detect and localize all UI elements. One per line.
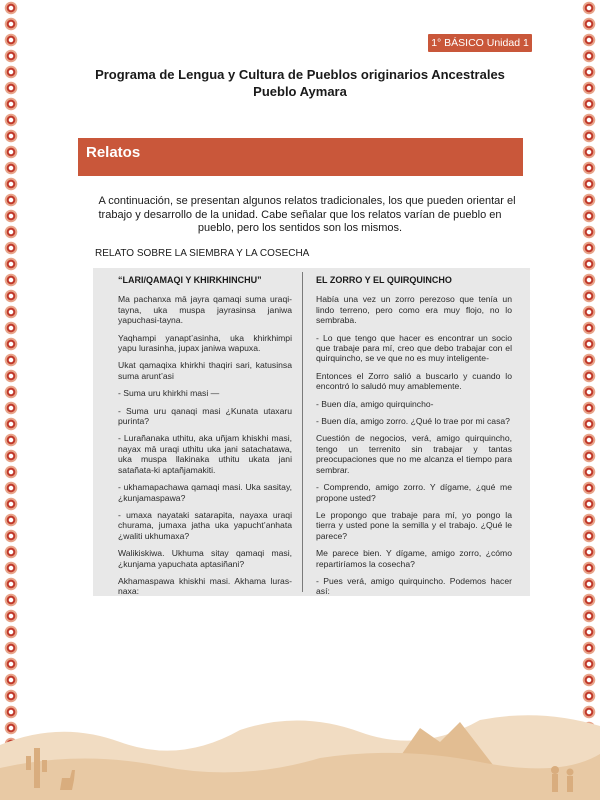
person-icon xyxy=(551,766,559,774)
paragraph: - Lurañanaka uthitu, aka uñjam khiskhi masi, nayax mā uraqi uthitu uka jani satachatawa, uka muspa llakinaka uthitu ukata jani satañata-ki aptañjamakiti. xyxy=(118,433,292,475)
cactus-arm-icon xyxy=(26,756,31,770)
paragraph: - Suma uru qanaqi masi ¿Kunata utaxaru purinta? xyxy=(118,405,292,427)
paragraph: Akhamaspawa khiskhi masi. Akhama luras-naxa: xyxy=(118,575,292,597)
cactus-arm-icon xyxy=(42,760,47,772)
paragraph: - Buen día, amigo zorro. ¿Qué lo trae por mi casa? xyxy=(316,416,510,427)
paragraph: Cuestión de negocios, verá, amigo quirquincho, tengo un terrenito sin trabajar y tantas preocupaciones que no me alcanza el tiempo para sembrar. xyxy=(316,433,512,475)
paragraph: - Lo que tengo que hacer es encontrar un socio que trabaje para mí, creo que debo trabajar con el quirquincho, se ve que no es muy inteligente- xyxy=(316,332,512,364)
paragraph: - umaxa nayataki satarapita, nayaxa uraqi churama, jumaxa jatha uka yapucht’anhata ¿waliti ukhumaxa? xyxy=(118,509,292,541)
paragraph: Yaqhampi yanapt’asinha, uka khirkhimpi yapu lurasinha, jupax janiwa wapuxa. xyxy=(118,332,292,354)
paragraph: Walikiskiwa. Ukhuma sitay qamaqi masi, ¿kunjama yapuchata aptasiñani? xyxy=(118,548,292,569)
paragraph: - Suma uru khirkhi masi — xyxy=(118,388,220,399)
paragraph: - Comprendo, amigo zorro. Y dígame, ¿qué me propone usted? xyxy=(316,482,512,503)
intro-text: A continuación, se presentan algunos relatos tradicionales, los que pueden orientar el trabajo y desarrollo de la unidad. Cabe señalar que los relatos varían de pueblo en pueblo, pero los sentidos son los mismos. xyxy=(98,195,516,234)
story-subheading: RELATO SOBRE LA SIEMBRA Y LA COSECHA xyxy=(95,248,310,259)
story-aymara-title: “LARI/QAMAQI Y KHIRKHINCHU” xyxy=(118,275,262,285)
person-body-icon xyxy=(567,776,573,792)
paragraph: Le propongo que trabaje para mí, yo pongo la tierra y usted pone la semilla y el trabajo. ¿Qué le parece? xyxy=(316,509,512,541)
title-line-2: Pueblo Aymara xyxy=(253,84,347,99)
paragraph: Ma pachanxa mā jayra qamaqi suma uraqi-tayna, uka muspa jayrasinsa janiwa yapuchasi-tayna. xyxy=(118,294,292,326)
unit-tag: 1° BÁSICO Unidad 1 xyxy=(428,34,532,52)
story-aymara xyxy=(118,275,292,604)
page-title xyxy=(60,66,540,100)
paragraph: - Buen día, amigo quirquincho- xyxy=(316,398,434,409)
section-title: Relatos xyxy=(78,138,523,176)
paragraph: Me parece bien. Y dígame, amigo zorro, ¿cómo repartiríamos la cosecha? xyxy=(316,548,512,569)
story-spanish xyxy=(316,275,512,604)
story-spanish-title: EL ZORRO Y EL QUIRQUINCHO xyxy=(316,275,452,285)
paragraph: Entonces el Zorro salió a buscarlo y cuando lo encontró lo saludó muy amablemente. xyxy=(316,370,512,392)
person-body-icon xyxy=(552,774,558,792)
paragraph: - Pues verá, amigo quirquincho. Podemos hacer así: xyxy=(316,575,512,597)
paragraph: Había una vez un zorro perezoso que tenía un lindo terreno, pero como era muy flojo, no lo sembraba. xyxy=(316,294,512,326)
column-divider xyxy=(302,272,303,592)
person-icon xyxy=(567,769,574,776)
cactus-icon xyxy=(34,748,40,788)
paragraph: Ukat qamaqixa khirkhi thaqiri sari, katusinsa suma arunt’asi xyxy=(118,360,292,381)
paragraph: - ukhamapachawa qamaqi masi. Uka sasitay, ¿kunjamaspawa? xyxy=(118,482,292,503)
landscape-illustration xyxy=(0,650,600,800)
title-line-1: Programa de Lengua y Cultura de Pueblos originarios Ancestrales xyxy=(95,67,505,82)
